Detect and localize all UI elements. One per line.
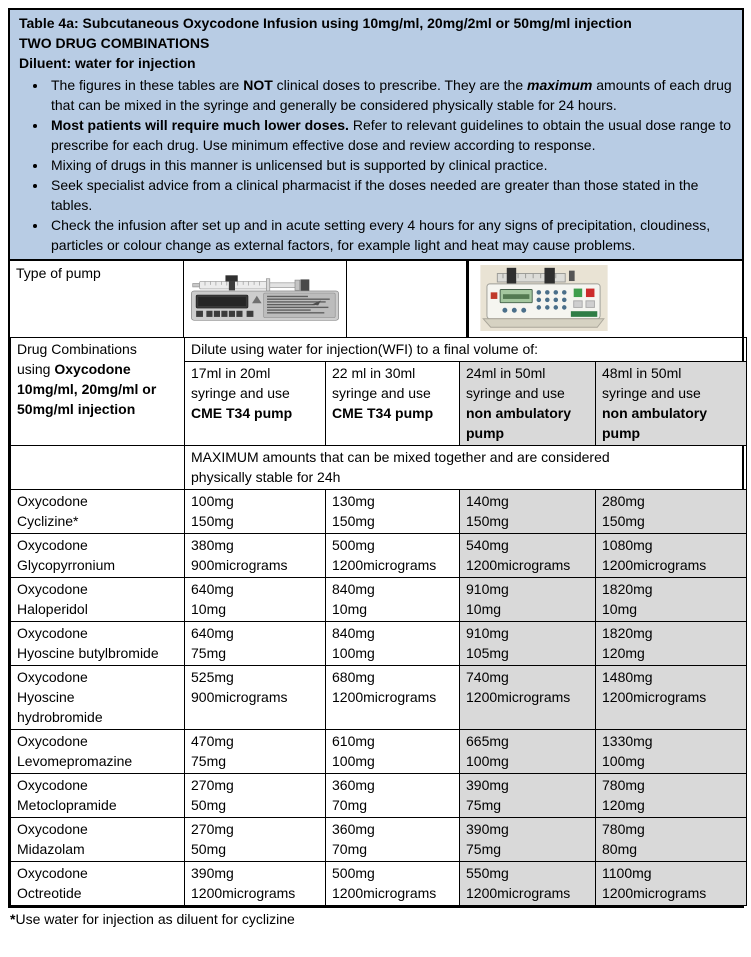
text-line: 470mg — [191, 733, 234, 749]
dose-value-cell — [185, 818, 326, 862]
drug-name-cell — [11, 622, 185, 666]
text-segment: 10mg/ml, 20mg/ml or — [17, 381, 157, 397]
pump-image-cell-1 — [184, 261, 347, 337]
text-line: 140mg — [466, 493, 509, 509]
text-line — [332, 383, 455, 403]
text-segment: Seek specialist advice from a clinical pharmacist if the doses needed are greater than those stated in the tables. — [51, 177, 699, 213]
text-line: 100mg — [332, 753, 375, 769]
text-segment: Use water for injection as diluent for cyclizine — [15, 911, 295, 927]
drug-combination-row — [11, 730, 747, 774]
text-line: 640mg — [191, 625, 234, 641]
text-line: 640mg — [191, 581, 234, 597]
dose-value-cell — [185, 862, 326, 906]
text-line: 840mg — [332, 581, 375, 597]
text-line: Oxycodone — [17, 581, 88, 597]
text-segment: 48ml in 50ml — [602, 365, 682, 381]
info-bullet — [48, 155, 733, 175]
text-line — [602, 403, 742, 423]
column-header-cell — [596, 362, 747, 446]
text-segment: maximum — [527, 77, 593, 93]
text-line: 100mg — [466, 753, 509, 769]
drug-name-cell — [11, 666, 185, 730]
text-segment: non ambulatory — [466, 405, 572, 421]
text-segment: 50mg/ml injection — [17, 401, 136, 417]
text-line: 75mg — [191, 645, 227, 661]
dose-value-cell — [185, 534, 326, 578]
text-line: 550mg — [466, 865, 509, 881]
text-segment: Drug Combinations — [17, 341, 137, 357]
text-line: 390mg — [191, 865, 234, 881]
drug-combination-row — [11, 862, 747, 906]
text-line: 1480mg — [602, 669, 653, 685]
info-bullet — [48, 175, 733, 215]
dose-value-cell — [596, 578, 747, 622]
text-segment: Check the infusion after set up and in acute setting every 4 hours for any signs of precipitation, cloudiness, particles or colour change as external factors, for example light and heat may cause problems. — [51, 217, 711, 253]
dose-value-cell — [460, 534, 596, 578]
dose-value-cell — [326, 534, 460, 578]
dose-value-cell — [596, 534, 747, 578]
text-line: 50mg — [191, 797, 227, 813]
dose-value-cell — [185, 490, 326, 534]
text-line: 50mg — [191, 841, 227, 857]
text-line: 500mg — [332, 865, 375, 881]
dose-value-cell — [185, 774, 326, 818]
text-segment: 17ml in 20ml — [191, 365, 271, 381]
text-line: 1200micrograms — [466, 689, 571, 705]
text-line: 1200micrograms — [332, 689, 437, 705]
text-line: 150mg — [466, 513, 509, 529]
text-line — [17, 339, 180, 359]
text-line: 150mg — [602, 513, 645, 529]
text-line: 105mg — [466, 645, 509, 661]
text-line: 1080mg — [602, 537, 653, 553]
drug-name-cell — [11, 774, 185, 818]
text-line: 10mg — [466, 601, 502, 617]
text-line: 270mg — [191, 777, 234, 793]
dose-value-cell — [460, 774, 596, 818]
text-line: 380mg — [191, 537, 234, 553]
drug-combination-row — [11, 774, 747, 818]
text-segment: clinical doses to prescribe. They are the — [272, 77, 527, 93]
text-line: 130mg — [332, 493, 375, 509]
text-segment: Mixing of drugs in this manner is unlicensed but is supported by clinical practice. — [51, 157, 548, 173]
dose-value-cell — [326, 578, 460, 622]
text-line: 525mg — [191, 669, 234, 685]
text-line — [17, 379, 180, 399]
text-line: 1200micrograms — [332, 885, 437, 901]
dilute-header-cell: Dilute using water for injection(WFI) to a final volume of: — [185, 338, 747, 362]
drug-name-cell — [11, 818, 185, 862]
text-line: 1200micrograms — [466, 885, 571, 901]
text-line: 1200micrograms — [191, 885, 296, 901]
text-segment: The figures in these tables are — [51, 77, 244, 93]
column-header-cell — [185, 362, 326, 446]
dose-value-cell — [326, 730, 460, 774]
text-segment: amounts of each drug that can be mixed in the syringe and generally be considered physically stable for 24 hours. — [51, 77, 732, 113]
text-line: MAXIMUM amounts that can be mixed together and are considered — [191, 449, 610, 465]
text-line: 1200micrograms — [332, 557, 437, 573]
text-line: 70mg — [332, 797, 368, 813]
dose-value-cell — [460, 862, 596, 906]
info-bullet-list — [19, 75, 733, 255]
text-line: 680mg — [332, 669, 375, 685]
text-line — [191, 403, 321, 423]
text-line: 500mg — [332, 537, 375, 553]
text-segment: Refer to relevant guidelines to obtain the usual dose range to prescribe for each drug. Use minimum effective dose and review according to response. — [51, 117, 732, 153]
pump-row-spacer — [347, 261, 466, 337]
drug-name-cell — [11, 578, 185, 622]
text-line: 10mg — [332, 601, 368, 617]
text-line: 780mg — [602, 777, 645, 793]
text-line: 1200micrograms — [602, 557, 707, 573]
text-segment: * — [10, 911, 16, 927]
pump-row-label: Type of pump — [10, 261, 184, 337]
text-line: 100mg — [332, 645, 375, 661]
dose-value-cell — [326, 490, 460, 534]
text-line: Octreotide — [17, 885, 82, 901]
dose-value-cell — [460, 730, 596, 774]
info-bullet — [48, 115, 733, 155]
text-line — [17, 359, 180, 379]
text-line: 910mg — [466, 581, 509, 597]
text-line: Oxycodone — [17, 537, 88, 553]
text-line: Midazolam — [17, 841, 85, 857]
drug-name-cell — [11, 730, 185, 774]
text-line: 150mg — [191, 513, 234, 529]
document-frame — [8, 8, 744, 908]
text-line: physically stable for 24h — [191, 469, 341, 485]
dose-value-cell — [326, 862, 460, 906]
table-title: Table 4a: Subcutaneous Oxycodone Infusion using 10mg/ml, 20mg/2ml or 50mg/ml injection — [19, 15, 632, 31]
drug-combination-row — [11, 534, 747, 578]
text-line: 1100mg — [602, 865, 652, 881]
dose-value-cell — [185, 578, 326, 622]
combinations-table — [10, 337, 747, 906]
text-line: Oxycodone — [17, 669, 88, 685]
text-segment: syringe and use — [602, 385, 701, 401]
text-line: 900micrograms — [191, 689, 288, 705]
text-segment: CME T34 pump — [191, 405, 293, 421]
text-line: 1200micrograms — [602, 689, 707, 705]
text-line: 610mg — [332, 733, 375, 749]
text-line: 1820mg — [602, 581, 653, 597]
text-line — [466, 383, 591, 403]
dose-value-cell — [596, 862, 747, 906]
dose-value-cell — [460, 622, 596, 666]
text-line: 900micrograms — [191, 557, 288, 573]
dose-value-cell — [596, 818, 747, 862]
info-bullet — [48, 75, 733, 115]
text-line: Hyoscine butylbromide — [17, 645, 159, 661]
text-line — [602, 423, 742, 443]
text-segment: pump — [466, 425, 505, 441]
text-line: Oxycodone — [17, 865, 88, 881]
text-line: Glycopyrronium — [17, 557, 116, 573]
footnote — [8, 908, 744, 929]
text-line: 1820mg — [602, 625, 653, 641]
text-line: 10mg — [602, 601, 638, 617]
dose-value-cell — [596, 774, 747, 818]
dose-value-cell — [460, 578, 596, 622]
text-line: 910mg — [466, 625, 509, 641]
text-segment: syringe and use — [191, 385, 290, 401]
drug-combination-row — [11, 490, 747, 534]
text-line: 70mg — [332, 841, 368, 857]
diluent-line: Diluent: water for injection — [19, 55, 196, 71]
text-line: 75mg — [191, 753, 227, 769]
text-line: Metoclopramide — [17, 797, 117, 813]
dose-value-cell — [185, 622, 326, 666]
text-line: 840mg — [332, 625, 375, 641]
text-line: Oxycodone — [17, 493, 88, 509]
text-line — [602, 363, 742, 383]
dose-value-cell — [460, 818, 596, 862]
dose-value-cell — [596, 490, 747, 534]
text-line: Oxycodone — [17, 821, 88, 837]
maximum-note-row — [11, 446, 747, 490]
text-line — [191, 383, 321, 403]
text-line: 100mg — [602, 753, 645, 769]
text-line — [332, 363, 455, 383]
text-line: Levomepromazine — [17, 753, 133, 769]
drug-combination-row — [11, 818, 747, 862]
text-line: 780mg — [602, 821, 645, 837]
text-segment: 22 ml in 30ml — [332, 365, 416, 381]
text-line — [332, 403, 455, 423]
column-header-cell — [326, 362, 460, 446]
text-line — [602, 383, 742, 403]
drug-combinations-header-cell — [11, 338, 185, 446]
text-line: 10mg — [191, 601, 227, 617]
dose-value-cell — [185, 666, 326, 730]
dose-value-cell — [185, 730, 326, 774]
text-line: 1330mg — [602, 733, 653, 749]
info-bullet — [48, 215, 733, 255]
table-subtitle: TWO DRUG COMBINATIONS — [19, 35, 210, 51]
pump-type-row — [10, 261, 742, 337]
text-segment: pump — [602, 425, 641, 441]
text-line: 390mg — [466, 821, 509, 837]
text-line — [466, 423, 591, 443]
text-line — [466, 403, 591, 423]
text-line: 540mg — [466, 537, 509, 553]
info-header-box — [10, 10, 742, 261]
text-line: Oxycodone — [17, 625, 88, 641]
drug-name-cell — [11, 490, 185, 534]
text-line: 665mg — [466, 733, 509, 749]
text-line: 390mg — [466, 777, 509, 793]
dose-value-cell — [326, 666, 460, 730]
text-line: 80mg — [602, 841, 638, 857]
text-line: Hyoscine — [17, 689, 75, 705]
text-segment: syringe and use — [332, 385, 431, 401]
text-segment: using — [17, 361, 55, 377]
text-line — [17, 399, 180, 419]
text-segment: non ambulatory — [602, 405, 708, 421]
dose-value-cell — [326, 622, 460, 666]
text-line — [466, 363, 591, 383]
text-line: 1200micrograms — [602, 885, 707, 901]
empty-cell — [11, 446, 185, 490]
text-line: 75mg — [466, 841, 502, 857]
text-line: Oxycodone — [17, 733, 88, 749]
dose-value-cell — [460, 666, 596, 730]
dose-value-cell — [596, 622, 747, 666]
text-segment: syringe and use — [466, 385, 565, 401]
text-line: 360mg — [332, 821, 375, 837]
text-line: 120mg — [602, 645, 645, 661]
text-line: Haloperidol — [17, 601, 88, 617]
text-line: 740mg — [466, 669, 509, 685]
dose-value-cell — [596, 666, 747, 730]
drug-combination-row — [11, 622, 747, 666]
text-line: Oxycodone — [17, 777, 88, 793]
text-line: 100mg — [191, 493, 234, 509]
dose-value-cell — [460, 490, 596, 534]
text-line: 150mg — [332, 513, 375, 529]
text-line: 360mg — [332, 777, 375, 793]
header-row-1 — [11, 338, 747, 362]
text-segment: Most patients will require much lower doses. — [51, 117, 349, 133]
dose-value-cell — [326, 774, 460, 818]
text-line: 75mg — [466, 797, 502, 813]
text-line: 1200micrograms — [466, 557, 571, 573]
text-line: 270mg — [191, 821, 234, 837]
dose-value-cell — [596, 730, 747, 774]
drug-name-cell — [11, 862, 185, 906]
non-ambulatory-syringe-pump-image — [478, 265, 610, 331]
maximum-note-cell — [185, 446, 747, 490]
column-header-cell — [460, 362, 596, 446]
text-segment: NOT — [243, 77, 273, 93]
pump-image-cell-2 — [466, 261, 746, 337]
text-segment: Oxycodone — [54, 361, 131, 377]
text-line: 120mg — [602, 797, 645, 813]
text-line: Cyclizine* — [17, 513, 79, 529]
text-line — [191, 363, 321, 383]
dose-value-cell — [326, 818, 460, 862]
drug-name-cell — [11, 534, 185, 578]
text-segment: CME T34 pump — [332, 405, 434, 421]
text-line: hydrobromide — [17, 709, 103, 725]
drug-combination-row — [11, 666, 747, 730]
text-line: 280mg — [602, 493, 645, 509]
text-segment: 24ml in 50ml — [466, 365, 546, 381]
cme-t34-syringe-pump-image — [190, 267, 340, 330]
drug-combination-row — [11, 578, 747, 622]
